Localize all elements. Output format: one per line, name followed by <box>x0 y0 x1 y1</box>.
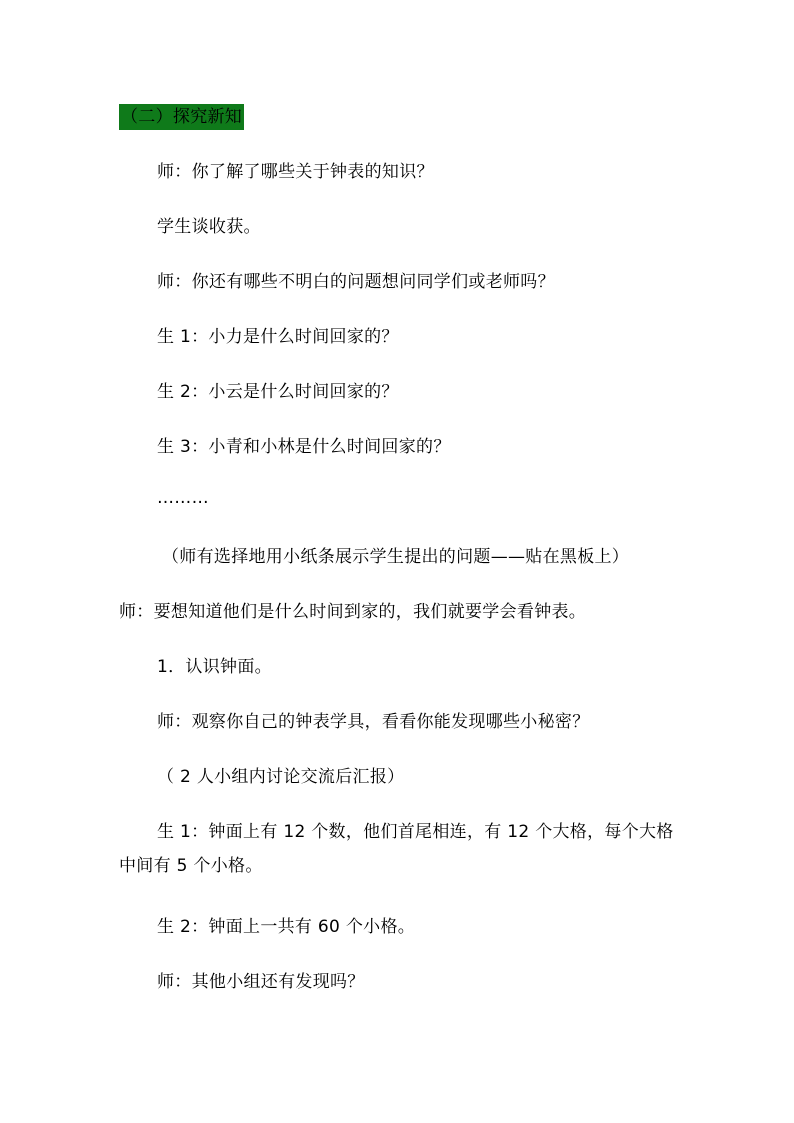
paragraph-line: （ 2 人小组内讨论交流后汇报） <box>157 767 405 787</box>
paragraph-line: 师：要想知道他们是什么时间到家的，我们就要学会看钟表。 <box>119 602 587 622</box>
paragraph-line: 学生谈收获。 <box>157 217 261 237</box>
paragraph-line: 师：你了解了哪些关于钟表的知识？ <box>157 162 434 182</box>
paragraph-line: 生 1：小力是什么时间回家的？ <box>157 327 399 347</box>
paragraph-line: 师：你还有哪些不明白的问题想问同学们或老师吗？ <box>157 272 555 292</box>
paragraph-line: 生 3：小青和小林是什么时间回家的？ <box>157 437 451 457</box>
section-heading: （二）探究新知 <box>119 104 244 130</box>
paragraph-line: ……… <box>157 488 209 508</box>
paragraph-line: 生 2：小云是什么时间回家的？ <box>157 382 399 402</box>
paragraph-line: 生 2：钟面上一共有 60 个小格。 <box>157 917 416 937</box>
paragraph-line: 1．认识钟面。 <box>157 657 272 677</box>
paragraph-line: 师：观察你自己的钟表学具，看看你能发现哪些小秘密？ <box>157 712 590 732</box>
paragraph-wrapped: 生 1：钟面上有 12 个数，他们首尾相连，有 12 个大格，每个大格中间有 5 个小格。 <box>119 822 674 876</box>
paragraph-line: （师有选择地用小纸条展示学生提出的问题——贴在黑板上） <box>162 547 630 567</box>
paragraph-line: 师：其他小组还有发现吗？ <box>157 972 365 992</box>
